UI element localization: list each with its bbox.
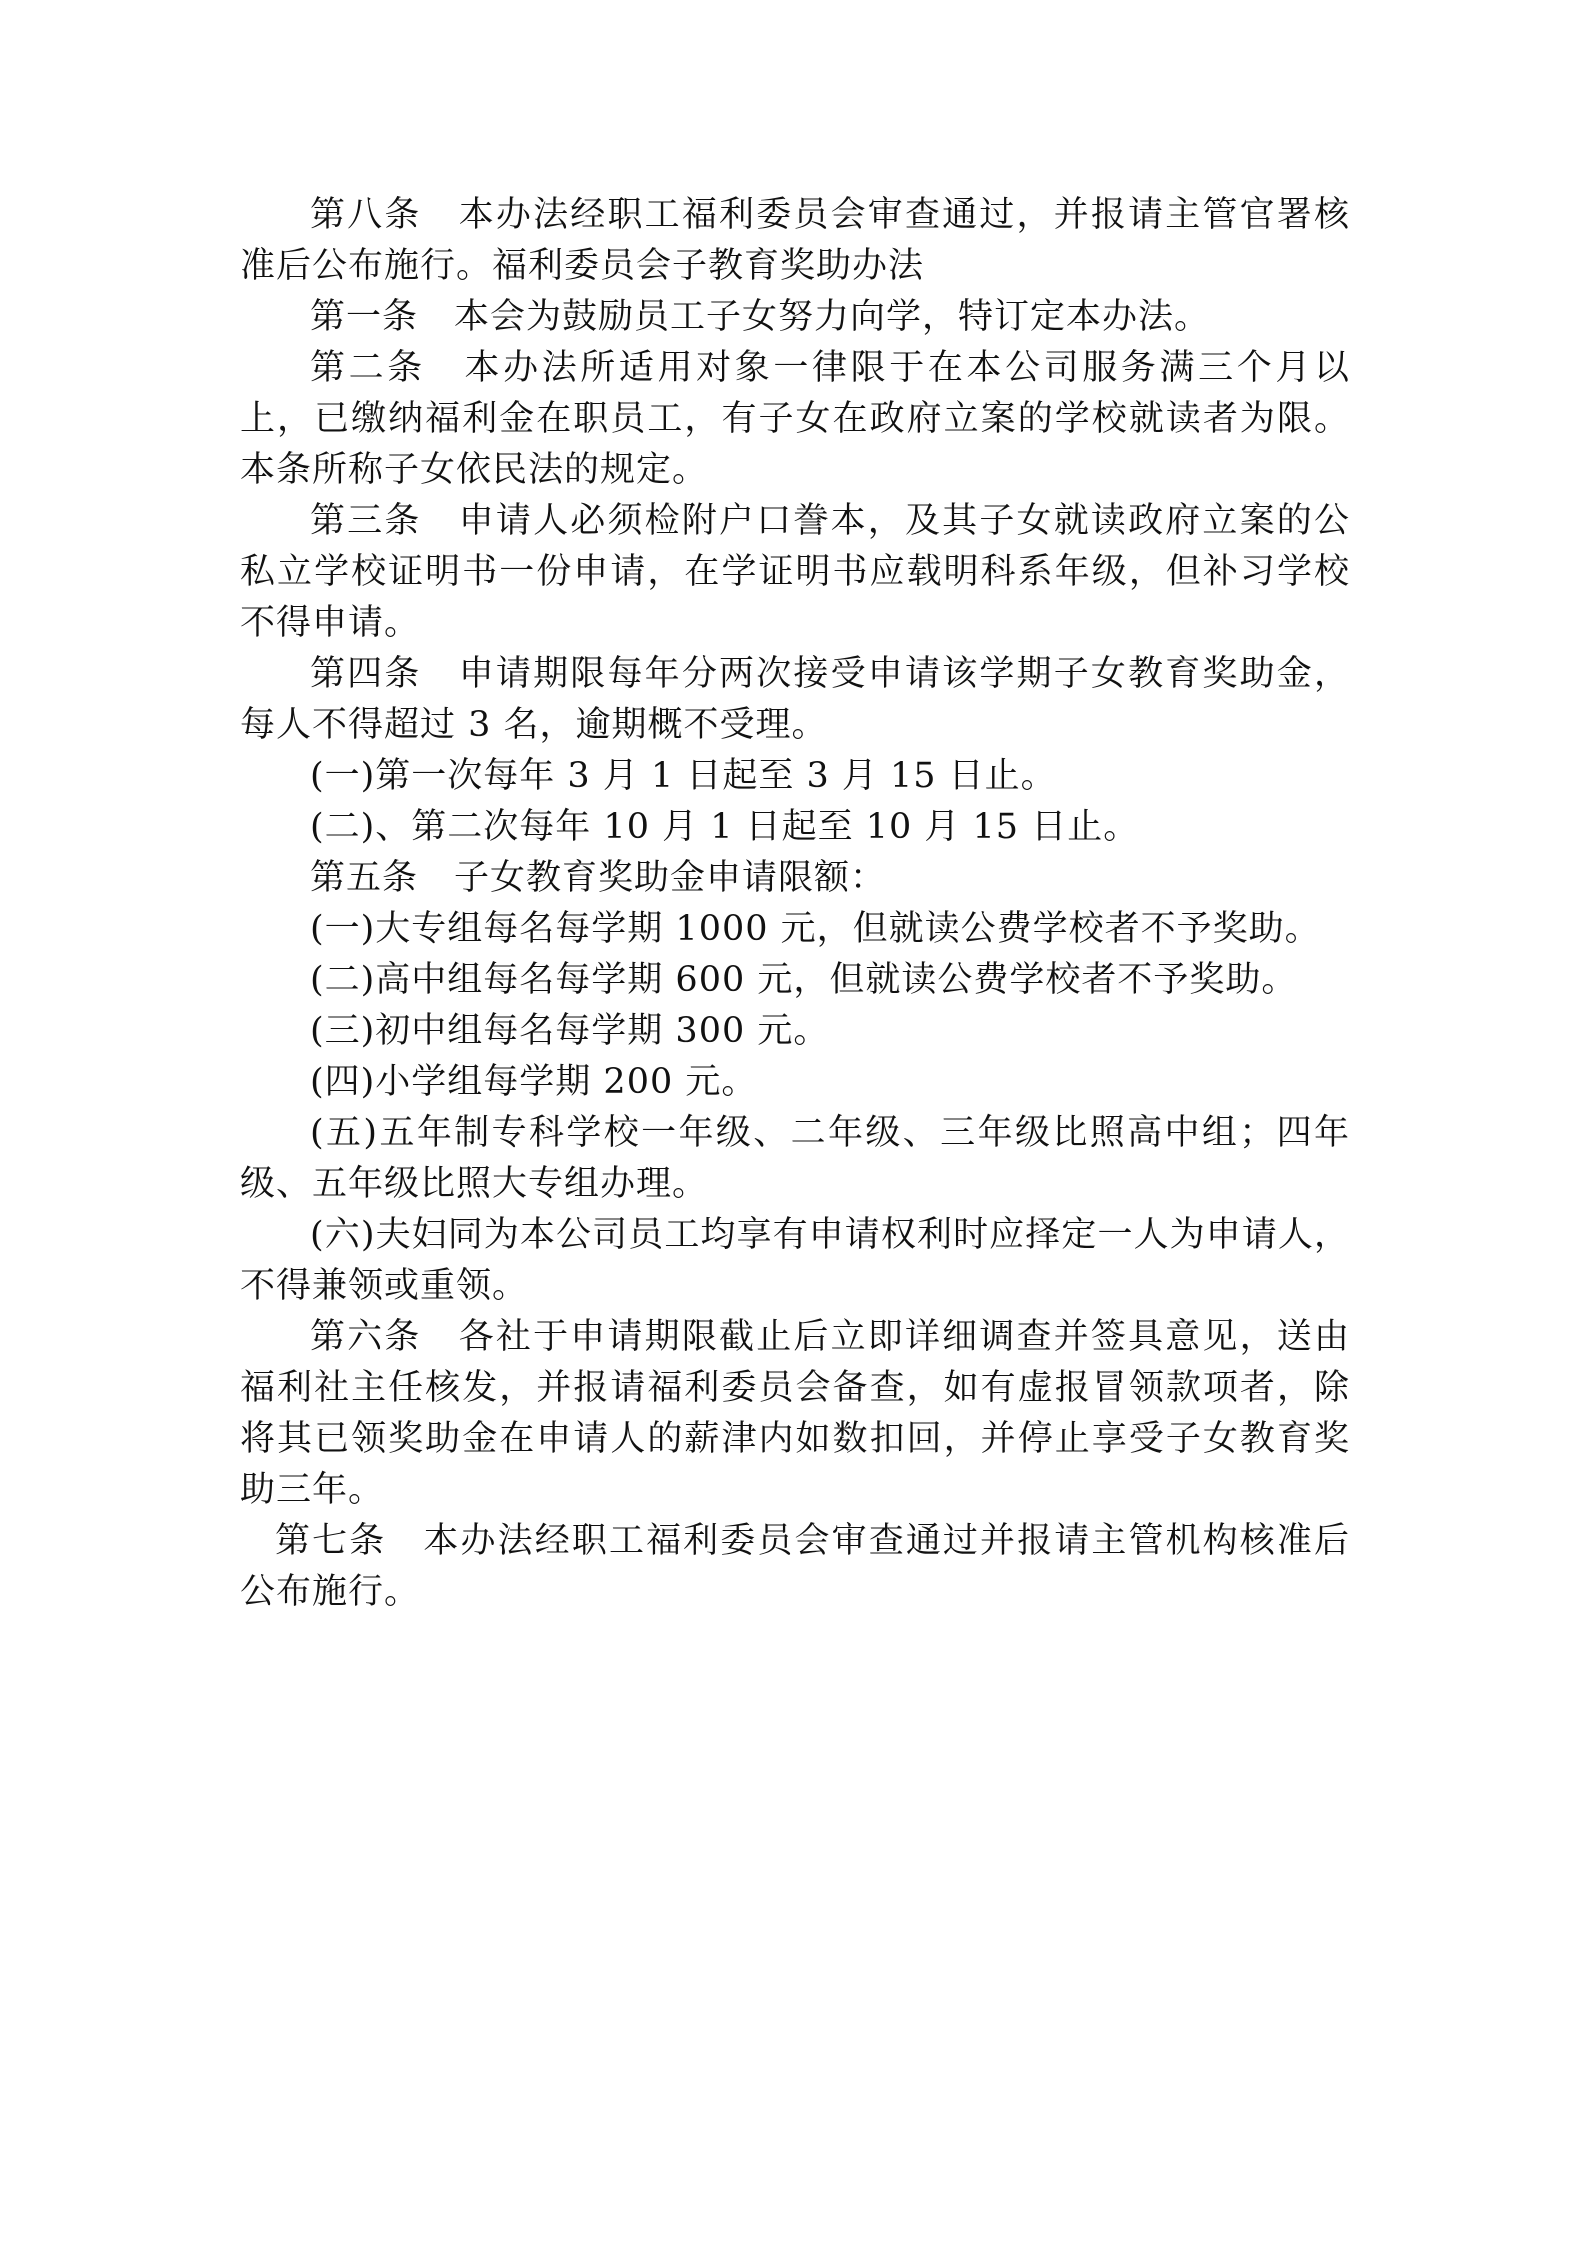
article-1-paragraph: 第一条 本会为鼓励员工子女努力向学，特订定本办法。 [310,297,1211,337]
document-body [240,190,1350,1618]
article-8-paragraph: 第八条 本办法经职工福利委员会审查通过，并报请主管官署核准后公布施行。福利委员会子教育奖助办法 [240,195,1350,286]
article-5-item-5: (五)五年制专科学校一年级、二年级、三年级比照高中组；四年级、五年级比照大专组办理。 [240,1113,1350,1204]
article-5-item-4: (四)小学组每学期 200 元。 [310,1062,758,1102]
article-4-item-1: (一)第一次每年 3 月 1 日起至 3 月 15 日止。 [310,756,1057,796]
article-3-paragraph: 第三条 申请人必须检附户口誊本，及其子女就读政府立案的公私立学校证明书一份申请，在学证明书应载明科系年级，但补习学校不得申请。 [240,501,1350,643]
article-4-item-2: (二)、第二次每年 10 月 1 日起至 10 月 15 日止。 [310,807,1140,847]
article-6-paragraph: 第六条 各社于申请期限截止后立即详细调查并签具意见，送由福利社主任核发，并报请福利委员会备查，如有虚报冒领款项者，除将其已领奖助金在申请人的薪津内如数扣回，并停止享受子女教育奖助三年。 [240,1317,1350,1510]
article-5-item-6: (六)夫妇同为本公司员工均享有申请权利时应择定一人为申请人，不得兼领或重领。 [240,1215,1350,1306]
article-2-paragraph: 第二条 本办法所适用对象一律限于在本公司服务满三个月以上，已缴纳福利金在职员工，有子女在政府立案的学校就读者为限。本条所称子女依民法的规定。 [240,348,1350,490]
article-4-paragraph: 第四条 申请期限每年分两次接受申请该学期子女教育奖助金，每人不得超过 3 名，逾期概不受理。 [240,654,1350,745]
article-5-paragraph: 第五条 子女教育奖助金申请限额： [310,858,887,898]
article-5-item-2: (二)高中组每名每学期 600 元，但就读公费学校者不予奖助。 [310,960,1298,1000]
article-7-paragraph: 第七条 本办法经职工福利委员会审查通过并报请主管机构核准后公布施行。 [240,1521,1350,1612]
article-5-item-3: (三)初中组每名每学期 300 元。 [310,1011,830,1051]
article-5-item-1: (一)大专组每名每学期 1000 元，但就读公费学校者不予奖助。 [310,909,1321,949]
